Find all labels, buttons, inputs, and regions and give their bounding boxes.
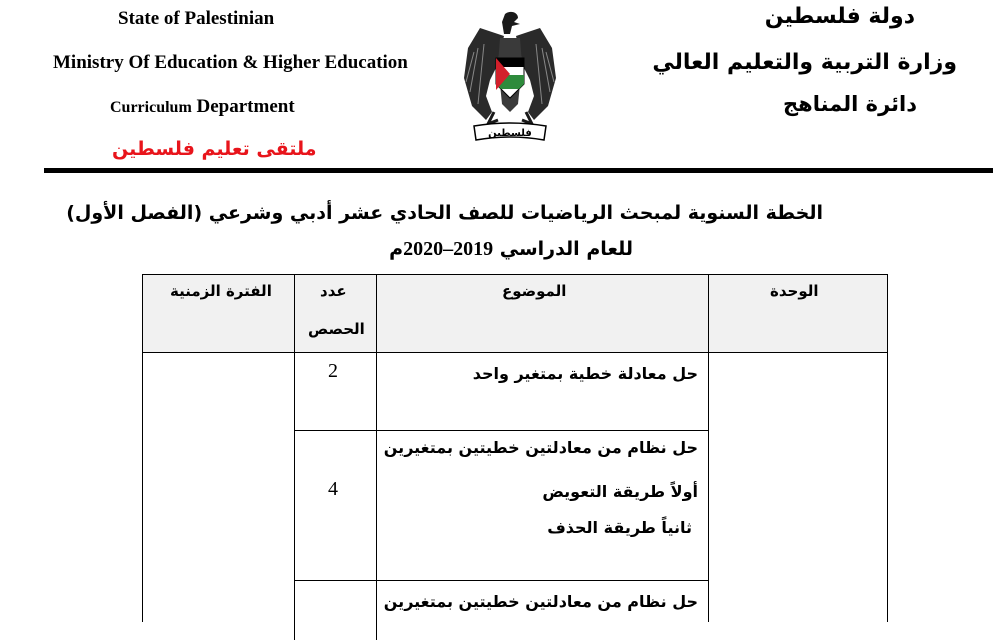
state-name-arabic: دولة فلسطين <box>764 4 915 29</box>
unit-cell <box>708 352 888 622</box>
subtitle-suffix: م <box>389 238 404 260</box>
header-period-label: الفترة الزمنية <box>170 282 272 300</box>
emblem-scroll-label: فلسطين <box>488 128 532 139</box>
header-topic-label: الموضوع <box>502 282 567 300</box>
row-2-topic-line-2: أولاً طريقة التعويض <box>542 482 698 501</box>
period-cell <box>142 352 294 622</box>
header-periods-count-line1: عدد <box>320 282 347 300</box>
row-2-topic-line-3: ثانياً طريقة الحذف <box>547 518 692 537</box>
academic-years: 2019–2020 <box>403 238 494 260</box>
header-periods-count-line2: الحصص <box>308 320 365 338</box>
annual-plan-table <box>142 274 888 614</box>
department-suffix: Department <box>196 96 295 117</box>
header-divider <box>44 168 993 173</box>
document-subtitle <box>389 238 633 261</box>
palestine-eagle-emblem-icon <box>460 8 560 148</box>
subtitle-prefix: للعام الدراسي <box>499 238 633 260</box>
row-2-topic-line-1: حل نظام من معادلتين خطيتين بمتغيرين <box>383 438 698 457</box>
department-name-english <box>110 96 295 118</box>
row-3-topic-line-1: حل نظام من معادلتين خطيتين بمتغيرين <box>383 592 698 611</box>
table-row-3-periods <box>294 580 376 640</box>
table-row-2-periods <box>294 430 376 580</box>
row-1-topic-line-1: حل معادلة خطية بمتغير واحد <box>472 364 698 383</box>
forum-name: ملتقى تعليم فلسطين <box>112 138 317 160</box>
row-2-periods-value: 4 <box>328 478 338 500</box>
state-name-english: State of Palestinian <box>118 8 275 29</box>
department-name-arabic: دائرة المناهج <box>783 92 917 116</box>
department-prefix: Curriculum <box>110 99 192 116</box>
header-unit-label: الوحدة <box>770 282 819 300</box>
ministry-name-arabic: وزارة التربية والتعليم العالي <box>652 50 957 75</box>
row-1-periods-value: 2 <box>328 360 338 382</box>
ministry-name-english: Ministry Of Education & Higher Education <box>53 52 408 73</box>
document-title: الخطة السنوية لمبحث الرياضيات للصف الحادي عشر أدبي وشرعي (الفصل الأول) <box>66 202 823 224</box>
